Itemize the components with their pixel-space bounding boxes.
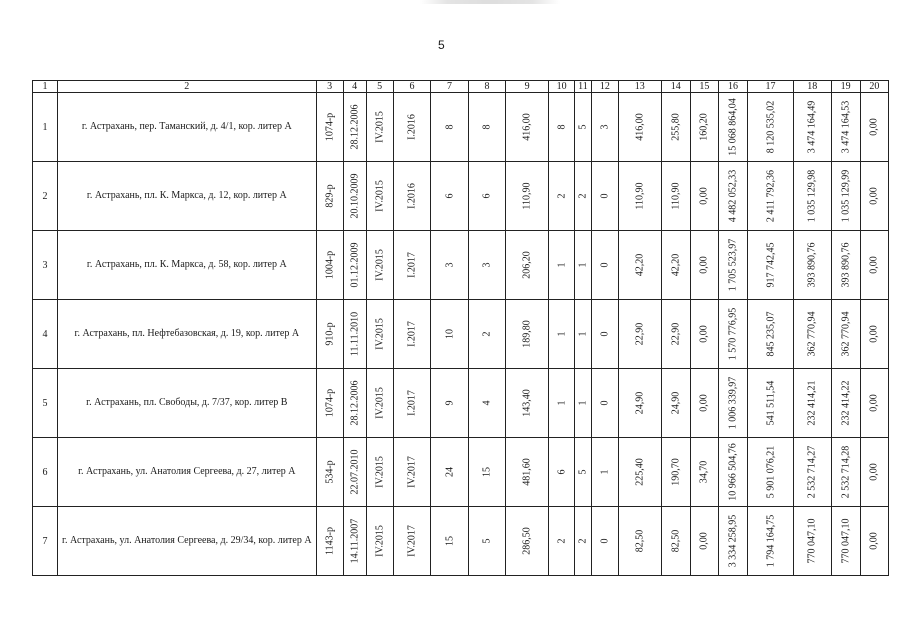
value-cell — [793, 507, 831, 576]
value-cell — [549, 231, 575, 300]
value-cell — [506, 162, 549, 231]
value-cell — [316, 369, 343, 438]
value-text: 5 — [577, 124, 589, 130]
value-cell — [860, 438, 888, 507]
value-text: 1 035 129,98 — [806, 169, 818, 223]
value-cell — [506, 300, 549, 369]
value-cell — [661, 231, 690, 300]
value-cell — [431, 93, 469, 162]
value-text: 2 — [556, 193, 568, 199]
value-text: 1 — [599, 469, 611, 475]
value-text: 110,90 — [670, 182, 682, 210]
value-cell — [618, 300, 661, 369]
value-text: 14.11.2007 — [349, 518, 361, 564]
value-cell — [831, 231, 860, 300]
value-text: 0 — [599, 331, 611, 337]
value-text: 22.07.2010 — [349, 449, 361, 495]
column-header-13: 13 — [618, 81, 661, 93]
value-cell — [316, 300, 343, 369]
value-text: 28.12.2006 — [349, 104, 361, 150]
value-cell — [831, 93, 860, 162]
table-row — [33, 93, 889, 162]
value-text: IV.2015 — [374, 525, 386, 557]
row-number-cell: 2 — [33, 162, 58, 231]
address-cell: г. Астрахань, пл. Нефтебазовская, д. 19, кор. литер А — [58, 300, 317, 369]
value-cell — [549, 300, 575, 369]
value-cell — [575, 438, 592, 507]
value-cell — [366, 231, 393, 300]
value-text: 1 — [577, 262, 589, 268]
value-cell — [316, 93, 343, 162]
value-cell — [661, 93, 690, 162]
value-cell — [393, 438, 431, 507]
value-text: I.2016 — [406, 183, 418, 209]
value-cell — [468, 231, 506, 300]
column-header-18: 18 — [793, 81, 831, 93]
value-text: 910-р — [324, 322, 336, 346]
row-number-cell: 5 — [33, 369, 58, 438]
value-cell — [661, 300, 690, 369]
page-number: 5 — [438, 38, 445, 52]
value-cell — [748, 93, 794, 162]
address-cell: г. Астрахань, пл. К. Маркса, д. 12, кор. литер А — [58, 162, 317, 231]
value-cell — [591, 507, 618, 576]
address-cell: г. Астрахань, пл. К. Маркса, д. 58, кор. литер А — [58, 231, 317, 300]
value-cell — [661, 162, 690, 231]
value-text: 1 035 129,99 — [840, 169, 852, 223]
value-cell — [591, 231, 618, 300]
value-text: 42,20 — [634, 253, 646, 277]
value-cell — [591, 300, 618, 369]
column-header-4: 4 — [343, 81, 366, 93]
value-text: 9 — [444, 400, 455, 406]
value-cell — [393, 300, 431, 369]
value-cell — [431, 300, 469, 369]
value-cell — [393, 162, 431, 231]
column-header-11: 11 — [575, 81, 592, 93]
value-text: 770 047,10 — [840, 518, 852, 564]
value-cell — [690, 438, 718, 507]
value-text: 11.11.2010 — [349, 311, 361, 357]
value-text: 42,20 — [670, 253, 682, 277]
value-cell — [860, 300, 888, 369]
value-cell — [661, 369, 690, 438]
value-cell — [860, 507, 888, 576]
value-text: 82,50 — [670, 529, 682, 553]
value-cell — [431, 438, 469, 507]
value-cell — [366, 300, 393, 369]
value-cell — [431, 507, 469, 576]
value-text: 2 — [481, 331, 493, 337]
value-text: I.2017 — [406, 390, 418, 416]
value-text: 22,90 — [670, 322, 682, 346]
value-cell — [718, 162, 747, 231]
column-header-15: 15 — [690, 81, 718, 93]
value-text: 534-р — [324, 460, 336, 484]
value-cell — [591, 162, 618, 231]
value-text: IV.2015 — [374, 456, 386, 488]
value-text: 2 — [556, 538, 568, 544]
value-cell — [468, 300, 506, 369]
value-text: 110,90 — [634, 182, 646, 210]
value-text: 917 742,45 — [765, 242, 777, 288]
value-text: 5 — [481, 538, 493, 544]
value-cell — [506, 369, 549, 438]
value-text: 20.10.2009 — [349, 173, 361, 219]
address-cell: г. Астрахань, ул. Анатолия Сергеева, д. 27, литер А — [58, 438, 317, 507]
value-text: 393 890,76 — [806, 242, 818, 288]
value-text: 6 — [481, 193, 493, 199]
column-header-17: 17 — [748, 81, 794, 93]
value-text: 393 890,76 — [840, 242, 852, 288]
column-header-8: 8 — [468, 81, 506, 93]
value-cell — [690, 231, 718, 300]
value-cell — [718, 438, 747, 507]
column-header-7: 7 — [431, 81, 469, 93]
value-cell — [393, 93, 431, 162]
value-text: 770 047,10 — [806, 518, 818, 564]
value-text: 481,60 — [521, 458, 533, 486]
value-cell — [506, 438, 549, 507]
value-cell — [316, 162, 343, 231]
value-text: 3 474 164,49 — [806, 100, 818, 154]
value-cell — [748, 231, 794, 300]
value-text: 8 120 535,02 — [765, 100, 777, 154]
value-text: IV.2017 — [406, 525, 418, 557]
value-cell — [343, 369, 366, 438]
value-cell — [506, 231, 549, 300]
table-row — [33, 369, 889, 438]
column-header-12: 12 — [591, 81, 618, 93]
value-cell — [343, 438, 366, 507]
column-header-20: 20 — [860, 81, 888, 93]
value-text: 3 334 258,95 — [727, 514, 739, 568]
value-cell — [618, 369, 661, 438]
value-text: 0,00 — [868, 463, 880, 481]
value-cell — [831, 369, 860, 438]
value-text: 4 482 052,33 — [727, 169, 739, 223]
value-cell — [468, 162, 506, 231]
column-header-5: 5 — [366, 81, 393, 93]
value-cell — [366, 162, 393, 231]
header-row — [33, 81, 889, 93]
value-cell — [591, 369, 618, 438]
value-text: 24 — [444, 467, 455, 477]
value-text: 0,00 — [698, 325, 710, 343]
value-text: 15 — [481, 467, 493, 477]
table-row — [33, 438, 889, 507]
address-cell: г. Астрахань, пл. Свободы, д. 7/37, кор. литер В — [58, 369, 317, 438]
value-text: 5 901 076,21 — [765, 445, 777, 499]
value-cell — [793, 369, 831, 438]
value-text: 2 — [577, 538, 589, 544]
value-text: 5 — [577, 469, 589, 475]
value-cell — [618, 438, 661, 507]
value-cell — [748, 438, 794, 507]
value-text: 0,00 — [698, 256, 710, 274]
value-cell — [793, 93, 831, 162]
value-text: 10 — [444, 329, 455, 339]
value-cell — [690, 93, 718, 162]
table-row — [33, 162, 889, 231]
value-text: 6 — [444, 193, 455, 199]
value-text: 1 — [556, 262, 568, 268]
value-cell — [468, 93, 506, 162]
value-text: 143,40 — [521, 389, 533, 417]
value-text: 206,20 — [521, 251, 533, 279]
value-text: 6 — [556, 469, 568, 475]
value-text: IV.2015 — [374, 180, 386, 212]
value-text: 1 — [556, 400, 568, 406]
value-text: 2 — [577, 193, 589, 199]
value-text: 24,90 — [634, 391, 646, 415]
value-cell — [431, 369, 469, 438]
value-text: 255,80 — [670, 113, 682, 141]
value-text: 2 411 792,36 — [765, 169, 777, 223]
value-cell — [831, 438, 860, 507]
value-cell — [506, 507, 549, 576]
column-header-14: 14 — [661, 81, 690, 93]
value-cell — [661, 438, 690, 507]
value-cell — [591, 438, 618, 507]
value-cell — [661, 507, 690, 576]
value-cell — [575, 162, 592, 231]
value-text: 8 — [481, 124, 493, 130]
value-cell — [431, 231, 469, 300]
value-text: 1074-р — [324, 112, 336, 142]
column-header-6: 6 — [393, 81, 431, 93]
value-text: 3 — [599, 124, 611, 130]
value-text: IV.2015 — [374, 318, 386, 350]
value-text: IV.2015 — [374, 387, 386, 419]
value-cell — [549, 507, 575, 576]
value-cell — [831, 162, 860, 231]
value-cell — [718, 93, 747, 162]
value-text: 0,00 — [868, 187, 880, 205]
value-cell — [618, 507, 661, 576]
value-text: 28.12.2006 — [349, 380, 361, 426]
value-cell — [831, 507, 860, 576]
value-cell — [690, 369, 718, 438]
column-header-1: 1 — [33, 81, 58, 93]
address-cell: г. Астрахань, пер. Таманский, д. 4/1, кор. литер А — [58, 93, 317, 162]
value-cell — [618, 162, 661, 231]
value-cell — [718, 507, 747, 576]
value-text: 0 — [599, 262, 611, 268]
row-number-cell: 3 — [33, 231, 58, 300]
value-text: 232 414,21 — [806, 380, 818, 426]
value-cell — [831, 300, 860, 369]
value-text: 1004-р — [324, 250, 336, 280]
column-header-19: 19 — [831, 81, 860, 93]
value-text: 3 — [444, 262, 455, 268]
row-number-cell: 1 — [33, 93, 58, 162]
value-cell — [591, 93, 618, 162]
value-text: 0,00 — [868, 325, 880, 343]
value-cell — [575, 93, 592, 162]
value-text: 0 — [599, 538, 611, 544]
value-text: 1 — [577, 400, 589, 406]
value-cell — [468, 438, 506, 507]
value-cell — [366, 507, 393, 576]
value-cell — [549, 162, 575, 231]
value-cell — [793, 300, 831, 369]
value-cell — [468, 369, 506, 438]
value-text: 8 — [444, 124, 455, 130]
value-cell — [316, 231, 343, 300]
value-text: 362 770,94 — [840, 311, 852, 357]
value-text: I.2017 — [406, 321, 418, 347]
value-text: 225,40 — [634, 458, 646, 486]
value-cell — [393, 231, 431, 300]
value-text: 110,90 — [521, 182, 533, 210]
value-text: 1 — [577, 331, 589, 337]
value-cell — [468, 507, 506, 576]
table-row — [33, 300, 889, 369]
value-cell — [343, 300, 366, 369]
table-row — [33, 507, 889, 576]
value-text: 01.12.2009 — [349, 242, 361, 288]
value-cell — [431, 162, 469, 231]
value-cell — [506, 93, 549, 162]
value-text: 362 770,94 — [806, 311, 818, 357]
value-cell — [343, 231, 366, 300]
value-cell — [618, 93, 661, 162]
value-text: 286,50 — [521, 527, 533, 555]
value-cell — [393, 369, 431, 438]
value-cell — [690, 507, 718, 576]
value-text: 416,00 — [634, 113, 646, 141]
value-cell — [343, 162, 366, 231]
column-header-3: 3 — [316, 81, 343, 93]
value-text: 0,00 — [698, 532, 710, 550]
value-text: 10 966 504,76 — [727, 443, 739, 501]
value-text: 0,00 — [868, 532, 880, 550]
value-text: 24,90 — [670, 391, 682, 415]
value-text: 416,00 — [521, 113, 533, 141]
value-text: 160,20 — [698, 113, 710, 141]
value-text: 1143-р — [324, 527, 336, 555]
value-text: 3 — [481, 262, 493, 268]
value-cell — [748, 507, 794, 576]
value-text: 0 — [599, 193, 611, 199]
value-text: 0,00 — [698, 394, 710, 412]
value-cell — [718, 369, 747, 438]
value-text: 0,00 — [868, 256, 880, 274]
value-text: 0,00 — [868, 394, 880, 412]
value-cell — [860, 162, 888, 231]
value-cell — [316, 507, 343, 576]
value-cell — [748, 162, 794, 231]
value-text: 2 532 714,27 — [806, 445, 818, 499]
value-text: 0,00 — [698, 187, 710, 205]
value-text: IV.2017 — [406, 456, 418, 488]
value-text: 1 705 523,97 — [727, 238, 739, 292]
value-cell — [860, 369, 888, 438]
value-text: 189,80 — [521, 320, 533, 348]
value-cell — [748, 300, 794, 369]
value-text: 0,00 — [868, 118, 880, 136]
value-text: IV.2015 — [374, 249, 386, 281]
value-cell — [718, 300, 747, 369]
value-text: 845 235,07 — [765, 311, 777, 357]
value-cell — [618, 231, 661, 300]
value-cell — [343, 507, 366, 576]
value-text: 8 — [556, 124, 568, 130]
value-text: 82,50 — [634, 529, 646, 553]
value-text: 34,70 — [698, 460, 710, 484]
table-row — [33, 231, 889, 300]
value-text: 190,70 — [670, 458, 682, 486]
value-cell — [793, 438, 831, 507]
value-text: 1 006 339,97 — [727, 376, 739, 430]
housing-table — [32, 80, 889, 576]
value-text: 3 474 164,53 — [840, 100, 852, 154]
value-text: 1074-р — [324, 388, 336, 418]
value-cell — [316, 438, 343, 507]
row-number-cell: 7 — [33, 507, 58, 576]
value-cell — [575, 300, 592, 369]
value-cell — [860, 93, 888, 162]
value-cell — [549, 369, 575, 438]
value-cell — [366, 93, 393, 162]
value-cell — [575, 507, 592, 576]
value-cell — [690, 162, 718, 231]
value-cell — [343, 93, 366, 162]
value-text: 15 — [444, 536, 455, 546]
value-cell — [860, 231, 888, 300]
address-cell: г. Астрахань, ул. Анатолия Сергеева, д. 29/34, кор. литер А — [58, 507, 317, 576]
value-cell — [366, 438, 393, 507]
value-text: 1 794 164,75 — [765, 514, 777, 568]
value-text: 829-р — [324, 184, 336, 208]
value-cell — [748, 369, 794, 438]
row-number-cell: 4 — [33, 300, 58, 369]
value-cell — [549, 93, 575, 162]
value-text: 2 532 714,28 — [840, 445, 852, 499]
row-number-cell: 6 — [33, 438, 58, 507]
value-cell — [575, 369, 592, 438]
column-header-9: 9 — [506, 81, 549, 93]
value-text: 232 414,22 — [840, 380, 852, 426]
value-text: 1 570 776,95 — [727, 307, 739, 361]
value-cell — [549, 438, 575, 507]
value-text: 4 — [481, 400, 493, 406]
value-text: I.2016 — [406, 114, 418, 140]
value-text: I.2017 — [406, 252, 418, 278]
column-header-2: 2 — [58, 81, 317, 93]
value-cell — [366, 369, 393, 438]
value-text: 541 511,54 — [765, 380, 777, 426]
value-cell — [793, 231, 831, 300]
value-cell — [690, 300, 718, 369]
value-cell — [718, 231, 747, 300]
value-cell — [393, 507, 431, 576]
value-text: 22,90 — [634, 322, 646, 346]
scan-artifact — [420, 0, 560, 4]
value-cell — [793, 162, 831, 231]
value-cell — [575, 231, 592, 300]
value-text: 1 — [556, 331, 568, 337]
column-header-16: 16 — [718, 81, 747, 93]
value-text: 0 — [599, 400, 611, 406]
value-text: IV.2015 — [374, 111, 386, 143]
column-header-10: 10 — [549, 81, 575, 93]
value-text: 15 068 864,04 — [727, 98, 739, 156]
